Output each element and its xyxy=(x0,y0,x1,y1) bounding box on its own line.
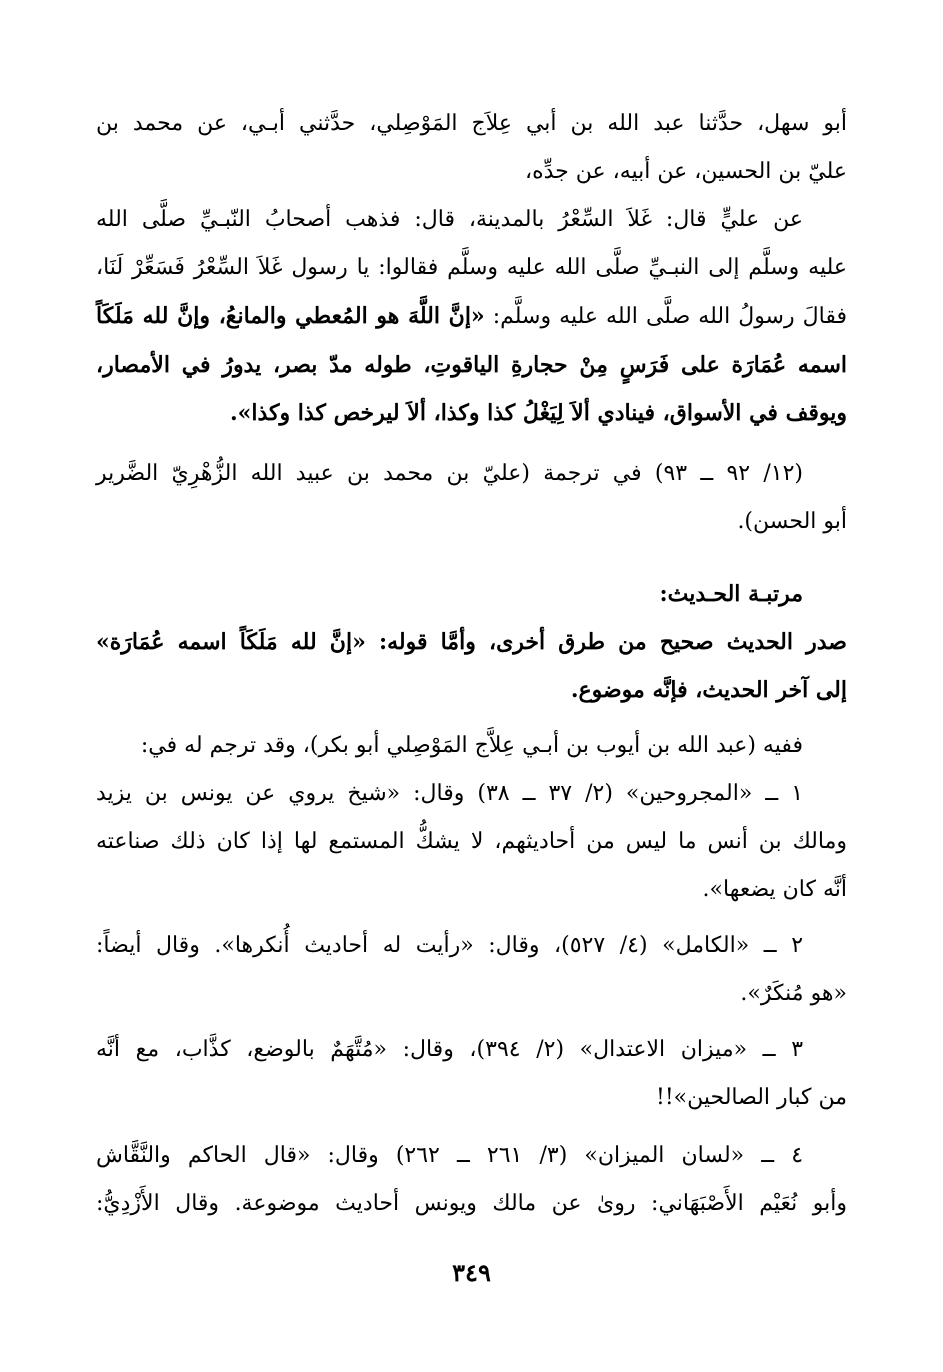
hadith-quote-line: ويوقف في الأسواق، فينادي ألاَ لِيَغْلُ كذا وكذا، ألاَ ليرخص كذا وكذا». xyxy=(229,400,847,426)
text-line: أنَّه كان يضعها». xyxy=(702,877,847,902)
text-line: عن عليٍّ قال: غَلاَ السِّعْرُ بالمدينة، قال: فذهب أصحابُ النّبـيِّ صلَّى الله xyxy=(96,207,803,232)
reference-item-1 xyxy=(96,770,847,914)
text-line: (١٢/ ٩٢ ــ ٩٣) في ترجمة (عليّ بن محمد بن عبيد الله الزُّهْرِيّ الضَّرير xyxy=(96,461,804,486)
text-line: صدر الحديث صحيح من طرق أخرى، وأمَّا قوله: «إنَّ لله مَلَكَاً اسمه عُمَارَة» xyxy=(96,629,847,655)
text-line: عليّ بن الحسين، عن أبيه، عن جدِّه، xyxy=(525,159,847,184)
text-line: عليه وسلَّم إلى النبـيِّ صلَّى الله عليه وسلَّم فقالوا: يا رسول غَلاَ السِّعْرُ فَسَعِّرْ لَنَا، xyxy=(96,255,847,280)
narrator-note xyxy=(96,722,847,770)
text-line: أبو سهل، حدَّثنا عبد الله بن أبي عِلاَج المَوْصِلي، حدَّثني أبـي، عن محمد بن xyxy=(96,111,847,136)
text-line: وأبو نُعَيْم الأَصْبَهَاني: روىٰ عن مالك ويونس أحاديث موضوعة. وقال الأَزْدِيُّ: xyxy=(96,1191,847,1216)
text-segment: فقالَ رسولُ الله صلَّى الله عليه وسلَّم: xyxy=(484,304,847,329)
reference-item-4 xyxy=(96,1132,847,1228)
hadith-quote-line: اسمه عُمَارَة على فَرَسٍ مِنْ حجارةِ الياقوتِ، طوله مدّ بصر، يدورُ في الأمصار، xyxy=(96,352,847,378)
ruling xyxy=(96,618,847,714)
reference-item-2 xyxy=(96,922,847,1018)
section-heading-wrap xyxy=(96,570,847,618)
source-reference xyxy=(96,450,847,546)
text-line: ٢ ــ «الكامل» (٤/ ٥٢٧)، وقال: «رأيت له أحاديث أُنكرها». وقال أيضاً: xyxy=(96,933,804,958)
text-line: ٤ ــ «لسان الميزان» (٣/ ٢٦١ ــ ٢٦٢) وقال: «قال الحاكم والنَّقَّاش xyxy=(96,1143,804,1168)
text-line: «هو مُنكَرٌ». xyxy=(740,981,847,1006)
chain-of-narration xyxy=(96,100,847,196)
text-line: ١ ــ «المجروحين» (٢/ ٣٧ ــ ٣٨) وقال: «شيخ يروي عن يونس بن يزيد xyxy=(96,781,804,806)
hadith-body xyxy=(96,196,847,437)
text-line xyxy=(96,292,847,341)
text-line: أبو الحسن). xyxy=(737,509,847,534)
text-line: من كبار الصالحين»!! xyxy=(656,1085,847,1110)
page-number: ٣٤٩ xyxy=(452,1258,491,1287)
section-heading: مرتبـة الحـديث: xyxy=(659,581,803,607)
text-line: ٣ ــ «ميزان الاعتدال» (٢/ ٣٩٤)، وقال: «مُتَّهَمٌ بالوضع، كذَّاب، مع أنَّه xyxy=(96,1037,804,1062)
text-line: ومالك بن أنس ما ليس من أحاديثهم، لا يشكُّ المستمع لها إذا كان ذلك صناعته xyxy=(96,829,847,854)
text-line: إلى آخر الحديث، فإنَّه موضوع. xyxy=(570,677,847,703)
hadith-quote: «إنَّ اللَّهَ هو المُعطي والمانعُ، وإنَّ لله مَلَكَاً xyxy=(96,303,485,329)
reference-item-3 xyxy=(96,1026,847,1122)
text-line: ففيه (عبد الله بن أيوب بن أبـي عِلاَّج المَوْصِلي أبو بكر)، وقد ترجم له في: xyxy=(140,733,803,758)
